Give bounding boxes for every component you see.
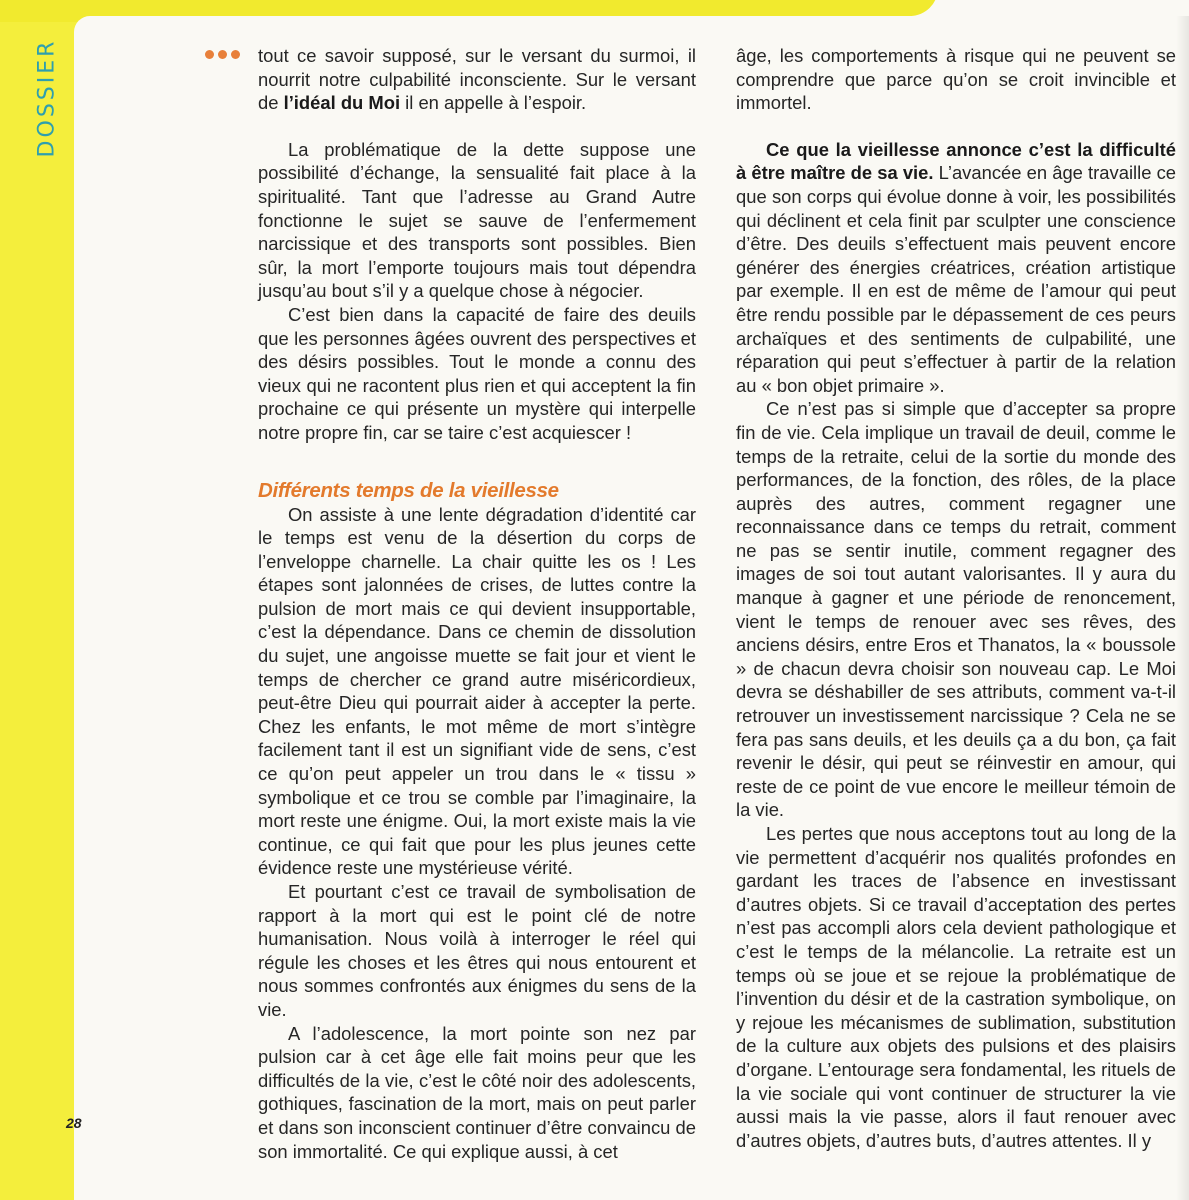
section-label-text: DOSSIER xyxy=(34,38,60,158)
text-run: tout ce savoir supposé, sur le versant du surmoi, il nourrit notre culpabilité inconsciente. Sur le versant de xyxy=(258,45,696,114)
continuation-dots-icon xyxy=(205,46,245,62)
paragraph: La problématique de la dette suppose une possibilité d’échange, la sensualité fait place à la spiritualité. Tant que l’adresse au Grand Autre fonctionne le sujet se sauve de l’enfermement narcissique et des transports sont possibles. Bien sûr, la mort l’emporte toujours mais tout dépendra jusqu’au bout s’il y a quelque chose à négocier. xyxy=(258,138,696,302)
binding-shadow xyxy=(1176,16,1189,1200)
section-label xyxy=(22,18,72,178)
paragraph: Et pourtant c’est ce travail de symbolisation de rapport à la mort qui est le point clé de notre humanisation. Nous voilà à interroger le réel qui régule les choses et les êtres qui nous entourent et nous sommes confrontés aux énigmes du sens de la vie. xyxy=(258,881,696,1020)
paragraph: Les pertes que nous acceptons tout au long de la vie permettent d’acquérir nos qualités profondes en gardant les traces de l’absence en investissant d’autres objets. Si ce travail d’acceptation des pertes n’est pas accompli alors cela devient pathologique et c’est le temps de la mélancolie. La retraite est un temps où se joue et se rejoue la problématique de l’invention du désir et de la castration symbolique, on y rejoue les mécanismes de sublimation, substitution de la culture aux objets des pulsions et des plaisirs d’organe. L’entourage sera fondamental, les rituels de la vie sociale qui vont continuer de structurer la vie aussi mais la vie passe, alors il faut renouer avec d’autres objets, d’autres buts, d’autres attentes. Il y xyxy=(736,823,1176,1151)
left-column xyxy=(258,44,696,1163)
page-top-right xyxy=(912,0,1189,16)
paragraph: âge, les comportements à risque qui ne peuvent se comprendre que parce qu’on se croit invincible et immortel. xyxy=(736,45,1176,114)
text-run: L’avancée en âge travaille ce que son corps qui évolue donne à voir, les possibilités qui déclinent et cela finit par sculpter une conscience d’être. Des deuils s’effectuent mais peuvent encore générer des énergies créatrices, création artistique par exemple. Il en est de même de l’amour qui peut être rendu possible par le dépassement de ces peurs archaïques et des sentiments de culpabilité, une réparation qui peut s’effectuer à partir de la relation au « bon objet primaire ». xyxy=(736,162,1176,396)
text-run: il en appelle à l’espoir. xyxy=(400,92,587,114)
paragraph: On assiste à une lente dégradation d’identité car le temps est venu de la désertion du corps de l’enveloppe charnelle. La chair quitte les os ! Les étapes sont jalonnées de crises, de luttes contre la pulsion de mort mais ce qui devient insupportable, c’est la dépendance. Dans ce chemin de dissolution du sujet, une angoisse muette se fait jour et vient le temps de chercher ce grand autre miséricordieux, peut-être Dieu qui pourrait aider à accepter la perte. Chez les enfants, le mot même de mort s’intègre facilement tant il est un signifiant vide de sens, c’est ce qu’on peut appeler un trou dans le « tissu » symbolique et ce trou se comble par l’imaginaire, la mort reste une énigme. Oui, la mort existe mais la vie continue, ce qui fait que pour les plus jeunes cette évidence reste une mystérieuse vérité. xyxy=(258,503,696,879)
paragraph xyxy=(736,138,1176,398)
paragraph: A l’adolescence, la mort pointe son nez par pulsion car à cet âge elle fait moins peur que les difficultés de la vie, c’est le côté noir des adolescents, gothiques, fascination de la mort, mais on peut parler et dans son inconscient continuer d’être convaincu de son immortalité. Ce qui explique aussi, à cet xyxy=(258,1022,696,1162)
paragraph xyxy=(258,44,696,115)
bold-lead: Ce que la vieillesse annonce c’est la difficulté à être maître de sa vie. xyxy=(736,138,1176,184)
page-number: 28 xyxy=(66,1115,82,1131)
paragraph: C’est bien dans la capacité de faire des deuils que les personnes âgées ouvrent des perspectives et des désirs possibles. Tout le monde a connu des vieux qui ne racontent plus rien et qui acceptent la fin prochaine ce qui présente un mystère qui interpelle notre propre fin, car se taire c’est acquiescer ! xyxy=(258,303,696,443)
paragraph: Ce n’est pas si simple que d’accepter sa propre fin de vie. Cela implique un travail de deuil, comme le temps de la retraite, celui de la sortie du monde des performances, de la fonction, des rôles, de la place auprès des autres, comment regagner une reconnaissance dans ce temps du retrait, comment ne pas se sentir inutile, comment regagner des images de soi tout autant valorisantes. Il y aura du manque à gagner et une période de renoncement, vient le temps de renouer avec ses rêves, des anciens désirs, entre Eros et Thanatos, la « boussole » de chacun devra choisir son nouveau cap. Le Moi devra se déshabiller de ses attributs, comment va-t-il retrouver un investissement narcissique ? Cela ne se fera pas sans deuils, et les deuils ça a du bon, ça fait revenir le désir, qui peut se réinvestir en amour, qui reste de ce point de vue encore le meilleur témoin de la vie. xyxy=(736,398,1176,821)
section-subheading: Différents temps de la vieillesse xyxy=(258,478,559,502)
bold-term: l’idéal du Moi xyxy=(283,92,401,114)
right-column xyxy=(736,44,1176,1152)
